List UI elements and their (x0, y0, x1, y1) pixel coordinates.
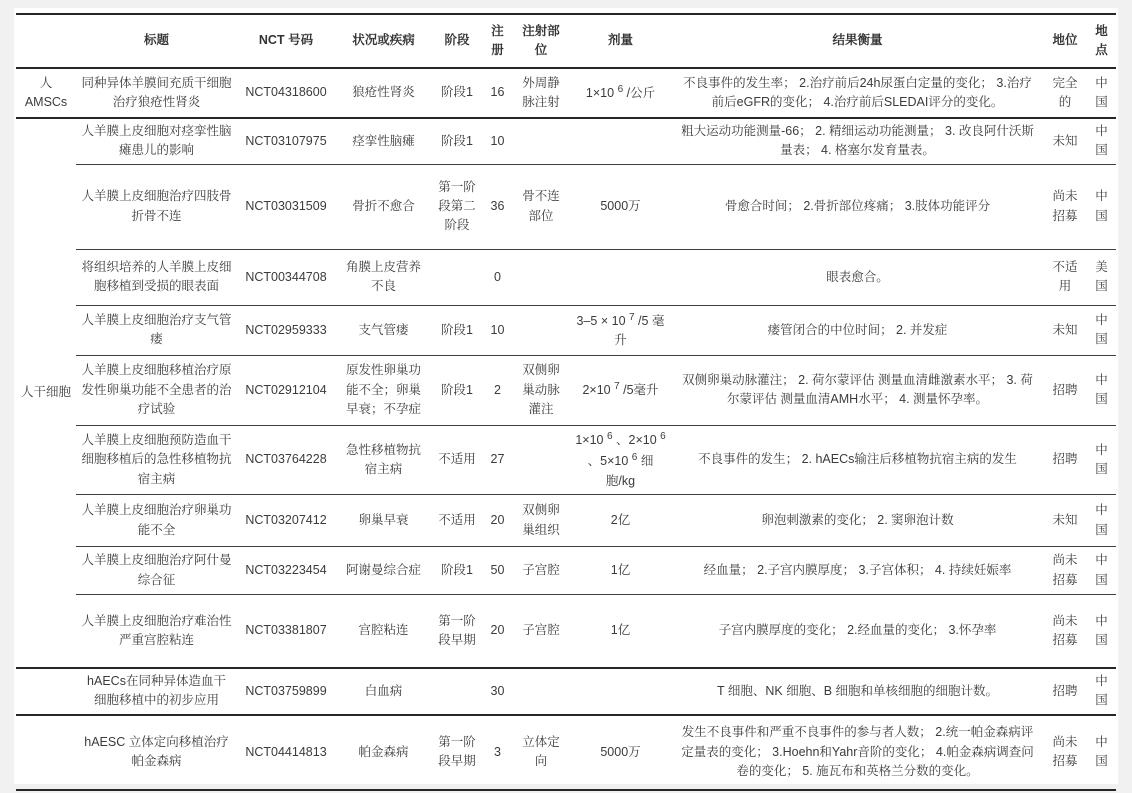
cell-outcomes: 双侧卵巢动脉灌注； 2. 荷尔蒙评估 测量血清雌激素水平； 3. 荷尔蒙评估 测量血清AMH水平； 4. 测量怀孕率。 (682, 372, 1033, 407)
cell-status: 招聘 (1052, 452, 1078, 467)
cell-condition: 阿谢曼综合症 (345, 563, 421, 577)
cell-dose: 5000万 (600, 199, 641, 214)
cell-outcomes: 眼表愈合。 (826, 269, 889, 284)
cell-enrollment: 20 (490, 513, 505, 527)
cell-enrollment: 20 (490, 623, 505, 638)
cell-status: 尚未招募 (1052, 553, 1078, 587)
cell-phase: 阶段1 (441, 133, 473, 148)
cell-status: 尚未招募 (1052, 189, 1078, 223)
cell-phase: 阶段1 (441, 85, 473, 100)
cell-site (513, 305, 569, 355)
cell-location: 中国 (1095, 372, 1108, 407)
cell-site: 双侧卵巢组织 (522, 503, 560, 537)
cell-location: 中国 (1095, 75, 1108, 109)
table-row (16, 595, 1116, 668)
column-header-location: 地点 (1095, 23, 1108, 57)
cell-outcomes: 卵泡刺激素的变化； 2. 窦卵泡计数 (761, 513, 954, 527)
table-row (16, 118, 1116, 164)
cell-outcomes: 瘘管闭合的中位时间； 2. 并发症 (767, 322, 948, 337)
cell-title: 同种异体羊膜间充质干细胞治疗狼疮性肾炎 (81, 75, 232, 109)
cell-phase: 第一阶段早期 (438, 734, 476, 769)
cell-location: 中国 (1095, 553, 1108, 587)
cell-status: 未知 (1052, 133, 1078, 148)
column-header-outcomes: 结果衡量 (832, 33, 883, 48)
cell-phase: 不适用 (438, 452, 476, 467)
cell-nct: NCT03381807 (245, 623, 327, 638)
cell-location: 中国 (1095, 442, 1108, 476)
cell-site: 子宫腔 (522, 563, 560, 577)
column-header-dose: 剂量 (607, 33, 633, 48)
cell-nct: NCT03764228 (245, 452, 327, 467)
cell-phase: 阶段1 (441, 382, 473, 397)
cell-title: hAECs在同种异体造血干细胞移植中的初步应用 (87, 673, 226, 708)
column-header-group (16, 14, 76, 68)
cell-condition: 急性移植物抗宿主病 (345, 442, 421, 476)
cell-nct: NCT02959333 (245, 322, 327, 337)
cell-nct: NCT00344708 (245, 269, 327, 284)
cell-outcomes: 发生不良事件和严重不良事件的参与者人数； 2.统一帕金森病评定量表的变化； 3.Hoehn和Yahr音阶的变化； 4.帕金森病调查问卷的变化； 5. 施瓦布和英格兰分数的变化。 (681, 725, 1034, 778)
cell-condition: 白血病 (364, 683, 403, 698)
cell-outcomes: 骨愈合时间； 2.骨折部位疼痛； 3.肢体功能评分 (724, 199, 991, 214)
table-row (16, 249, 1116, 305)
cell-status: 不适用 (1052, 259, 1078, 294)
cell-outcomes: T 细胞、NK 细胞、B 细胞和单核细胞的细胞计数。 (716, 683, 999, 698)
table-row (16, 68, 1116, 118)
cell-nct: NCT04318600 (245, 85, 327, 100)
cell-status: 未知 (1052, 513, 1078, 527)
cell-phase: 第一阶段第二阶段 (438, 179, 476, 233)
cell-nct: NCT03223454 (245, 563, 327, 577)
cell-condition: 痉挛性脑瘫 (352, 133, 415, 148)
cell-title: 人羊膜上皮细胞预防造血干细胞移植后的急性移植物抗宿主病 (81, 432, 232, 486)
document-card (14, 8, 1118, 784)
cell-condition: 支气管瘘 (358, 322, 409, 337)
cell-enrollment: 3 (494, 744, 501, 759)
group-label-cell: 人干细胞 (21, 385, 72, 400)
cell-condition: 宫腔粘连 (358, 623, 409, 638)
column-header-site: 注射部位 (522, 23, 560, 57)
cell-phase (432, 668, 482, 715)
cell-title: 人羊膜上皮细胞治疗难治性严重宫腔粘连 (81, 613, 232, 647)
cell-nct: NCT03107975 (245, 133, 327, 148)
cell-site: 子宫腔 (522, 623, 560, 638)
cell-dose: 5000万 (600, 744, 641, 759)
cell-location: 美国 (1095, 259, 1108, 294)
cell-phase: 第一阶段早期 (438, 613, 476, 647)
table-row (16, 715, 1116, 790)
table-row (16, 305, 1116, 355)
cell-site (513, 118, 569, 164)
cell-location: 中国 (1095, 312, 1108, 347)
cell-outcomes: 不良事件的发生； 2. hAECs输注后移植物抗宿主病的发生 (698, 452, 1017, 467)
column-header-title: 标题 (143, 33, 169, 48)
cell-enrollment: 36 (490, 199, 505, 214)
cell-condition: 狼疮性肾炎 (352, 85, 415, 100)
column-header-enrollment: 注册 (491, 23, 504, 57)
cell-enrollment: 16 (490, 85, 505, 100)
cell-enrollment: 10 (490, 133, 505, 148)
cell-dose: 1×10 $^6$ /公斤 (585, 84, 656, 101)
table-row (16, 164, 1116, 249)
cell-dose: 1×10 $^6$ 、2×10 $^6$ 、5×10 $^6$ 细胞/kg (575, 430, 666, 488)
cell-nct: NCT02912104 (245, 382, 327, 397)
column-header-condition: 状况或疾病 (352, 33, 415, 48)
cell-status: 未知 (1052, 322, 1078, 337)
cell-nct: NCT04414813 (245, 744, 327, 759)
cell-dose: 1亿 (610, 623, 631, 638)
cell-location: 中国 (1095, 503, 1108, 537)
cell-location: 中国 (1095, 673, 1108, 708)
table-header-row (16, 14, 1116, 68)
cell-location: 中国 (1095, 734, 1108, 769)
cell-location: 中国 (1095, 613, 1108, 647)
column-header-nct: NCT 号码 (258, 33, 314, 48)
cell-enrollment: 2 (494, 382, 501, 397)
group-label-cell (16, 668, 76, 715)
cell-site (513, 425, 569, 494)
cell-enrollment: 30 (490, 683, 505, 698)
cell-title: 将组织培养的人羊膜上皮细胞移植到受损的眼表面 (81, 259, 232, 294)
cell-dose: 1亿 (610, 563, 631, 577)
cell-dose (569, 118, 672, 164)
cell-site: 双侧卵巢动脉灌注 (522, 363, 560, 416)
cell-location: 中国 (1095, 124, 1108, 158)
column-header-status: 地位 (1052, 33, 1078, 48)
cell-dose (569, 668, 672, 715)
table-row (16, 425, 1116, 494)
cell-site (513, 249, 569, 305)
cell-status: 招聘 (1052, 683, 1078, 698)
cell-title: hAESC 立体定向移植治疗帕金森病 (84, 734, 229, 769)
cell-status: 招聘 (1052, 382, 1078, 397)
cell-title: 人羊膜上皮细胞对痉挛性脑瘫患儿的影响 (81, 124, 232, 158)
table-row (16, 547, 1116, 595)
cell-outcomes: 不良事件的发生率； 2.治疗前后24h尿蛋白定量的变化； 3.治疗前后eGFR的变化； 4.治疗前后SLEDAI评分的变化。 (683, 75, 1032, 109)
cell-phase (432, 249, 482, 305)
cell-outcomes: 经血量； 2.子宫内膜厚度； 3.子宫体积； 4. 持续妊娠率 (703, 563, 1012, 577)
cell-title: 人羊膜上皮细胞治疗卵巢功能不全 (81, 503, 232, 537)
cell-dose (569, 249, 672, 305)
cell-status: 完全的 (1052, 75, 1078, 109)
table-row (16, 355, 1116, 425)
cell-title: 人羊膜上皮细胞移植治疗原发性卵巢功能不全患者的治疗试验 (81, 363, 232, 416)
table-header (16, 14, 1116, 68)
cell-condition: 骨折不愈合 (352, 199, 415, 214)
cell-dose: 2×10 $^7$ /5毫升 (582, 381, 659, 398)
cell-enrollment: 50 (490, 563, 505, 577)
cell-phase: 阶段1 (441, 322, 473, 337)
cell-outcomes: 子宫内膜厚度的变化； 2.经血量的变化； 3.怀孕率 (718, 623, 997, 638)
table-body (16, 68, 1116, 790)
cell-phase: 不适用 (438, 513, 476, 527)
cell-nct: NCT03207412 (245, 513, 327, 527)
cell-site: 立体定向 (522, 734, 560, 769)
cell-condition: 角膜上皮营养不良 (345, 259, 421, 294)
cell-condition: 卵巢早衰 (358, 513, 409, 527)
cell-enrollment: 27 (490, 452, 505, 467)
group-label-cell (16, 715, 76, 790)
cell-site: 外周静脉注射 (522, 75, 560, 109)
cell-nct: NCT03031509 (245, 199, 327, 214)
cell-title: 人羊膜上皮细胞治疗四肢骨折骨不连 (81, 189, 232, 223)
cell-dose: 3–5 × 10 $^7$ /5 毫升 (576, 311, 665, 348)
group-label-cell: 人AMSCs (24, 75, 68, 109)
cell-phase: 阶段1 (441, 563, 473, 577)
cell-outcomes: 粗大运动功能测量-66； 2. 精细运动功能测量； 3. 改良阿什沃斯量表； 4. 格塞尔发育量表。 (681, 124, 1034, 158)
cell-title: 人羊膜上皮细胞治疗阿什曼综合征 (81, 553, 232, 587)
cell-dose: 2亿 (610, 513, 631, 527)
table-row (16, 668, 1116, 715)
cell-location: 中国 (1095, 189, 1108, 223)
cell-status: 尚未招募 (1052, 734, 1078, 769)
table-row (16, 495, 1116, 547)
clinical-trials-table (16, 13, 1116, 791)
cell-enrollment: 0 (494, 269, 501, 284)
cell-condition: 原发性卵巢功能不全；卵巢早衰；不孕症 (345, 363, 421, 416)
cell-status: 尚未招募 (1052, 613, 1078, 647)
cell-nct: NCT03759899 (245, 683, 327, 698)
column-header-phase: 阶段 (444, 33, 470, 48)
cell-site: 骨不连部位 (522, 189, 560, 223)
cell-title: 人羊膜上皮细胞治疗支气管瘘 (81, 312, 232, 347)
cell-enrollment: 10 (490, 322, 505, 337)
cell-site (513, 668, 569, 715)
cell-condition: 帕金森病 (358, 744, 409, 759)
